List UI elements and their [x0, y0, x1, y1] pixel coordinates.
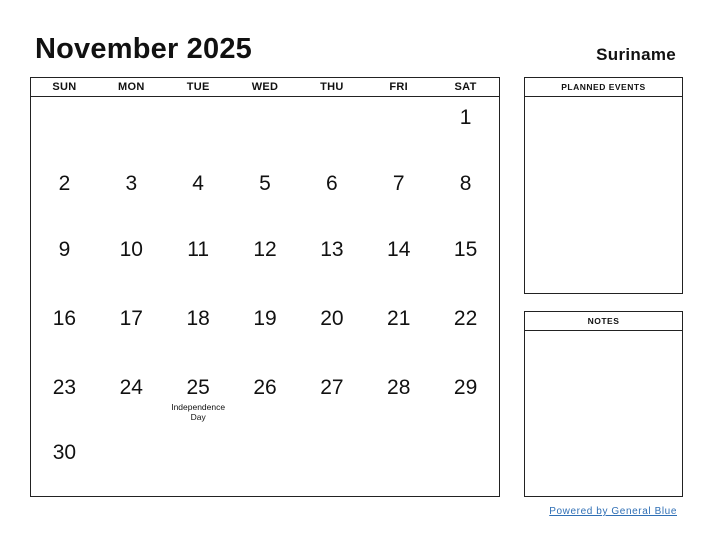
day-cell — [365, 376, 432, 422]
day-cell — [298, 307, 365, 331]
country-label: Suriname — [596, 45, 676, 64]
day-number: 4 — [192, 172, 204, 195]
notes-panel — [524, 311, 683, 497]
day-cell — [165, 106, 232, 130]
day-cell — [298, 238, 365, 262]
calendar-week — [31, 441, 499, 465]
weekday-fri: FRI — [389, 81, 409, 93]
day-cell — [365, 238, 432, 262]
day-number: 19 — [253, 307, 277, 330]
weekday-thu: THU — [320, 81, 344, 93]
day-number: 8 — [459, 172, 472, 195]
weekday-mon: MON — [118, 81, 145, 93]
day-number: 11 — [187, 238, 210, 261]
day-cell — [98, 441, 165, 465]
calendar-grid — [30, 77, 500, 497]
day-number: 6 — [326, 172, 338, 195]
day-number: 9 — [58, 238, 71, 261]
day-cell — [298, 172, 365, 196]
day-cell — [98, 376, 165, 422]
day-number: 13 — [320, 238, 344, 261]
day-number: 2 — [58, 172, 71, 195]
day-cell — [232, 238, 299, 262]
day-cell — [432, 441, 499, 465]
calendar-week — [31, 172, 499, 196]
day-cell — [165, 441, 232, 465]
day-number: 16 — [52, 307, 77, 330]
day-cell — [232, 441, 299, 465]
day-cell — [98, 307, 165, 331]
day-number: 22 — [453, 307, 478, 330]
day-cell — [31, 441, 98, 465]
day-number: 21 — [387, 307, 411, 330]
weekday-sun: SUN — [52, 81, 77, 93]
day-number: 1 — [459, 106, 472, 129]
weekday-header — [31, 78, 499, 97]
day-number: 29 — [453, 376, 478, 399]
day-cell — [232, 376, 299, 422]
day-number: 7 — [392, 172, 405, 195]
day-cell — [232, 106, 299, 130]
day-cell — [31, 172, 98, 196]
weekday-tue: TUE — [186, 81, 210, 93]
day-cell — [432, 238, 499, 262]
notes-heading: NOTES — [525, 312, 682, 331]
day-number: 15 — [453, 238, 478, 261]
page-title: November 2025 — [35, 33, 252, 65]
day-cell — [432, 172, 499, 196]
day-cell — [298, 441, 365, 465]
day-cell — [365, 441, 432, 465]
day-cell — [165, 307, 232, 331]
day-number: 26 — [253, 376, 277, 399]
day-cell — [432, 307, 499, 331]
day-number: 20 — [320, 307, 344, 330]
day-number: 17 — [119, 307, 143, 330]
day-cell — [98, 238, 165, 262]
day-cell — [98, 106, 165, 130]
day-number: 24 — [119, 376, 143, 399]
planned-events-panel — [524, 77, 683, 294]
day-number: 10 — [119, 238, 143, 261]
day-number: 5 — [259, 172, 271, 195]
day-number: 12 — [253, 238, 277, 261]
day-number: 3 — [125, 172, 138, 195]
day-cell — [365, 307, 432, 331]
day-cell — [165, 172, 232, 196]
day-cell — [365, 106, 432, 130]
day-number: 14 — [387, 238, 411, 261]
day-cell — [31, 376, 98, 422]
calendar-week — [31, 376, 499, 422]
weekday-sat: SAT — [454, 81, 477, 93]
day-cell — [298, 106, 365, 130]
day-number: 28 — [387, 376, 411, 399]
day-cell — [165, 376, 232, 422]
day-cell — [31, 307, 98, 331]
day-cell — [31, 238, 98, 262]
day-number: 18 — [186, 307, 210, 330]
powered-by-link[interactable]: Powered by General Blue — [549, 506, 677, 517]
day-cell — [298, 376, 365, 422]
planned-events-heading: PLANNED EVENTS — [525, 78, 682, 97]
day-cell — [432, 106, 499, 130]
day-cell — [365, 172, 432, 196]
day-cell — [232, 307, 299, 331]
calendar-week — [31, 106, 499, 130]
day-number: 23 — [52, 376, 77, 399]
day-cell — [165, 238, 232, 262]
day-cell — [31, 106, 98, 130]
day-cell — [98, 172, 165, 196]
day-number: 30 — [52, 441, 77, 464]
holiday-label: Independence Day — [171, 402, 226, 422]
day-number: 27 — [320, 376, 344, 399]
calendar-week — [31, 238, 499, 262]
calendar-week — [31, 307, 499, 331]
day-cell — [232, 172, 299, 196]
weekday-wed: WED — [251, 81, 279, 93]
day-number: 25 — [186, 376, 210, 399]
day-cell — [432, 376, 499, 422]
